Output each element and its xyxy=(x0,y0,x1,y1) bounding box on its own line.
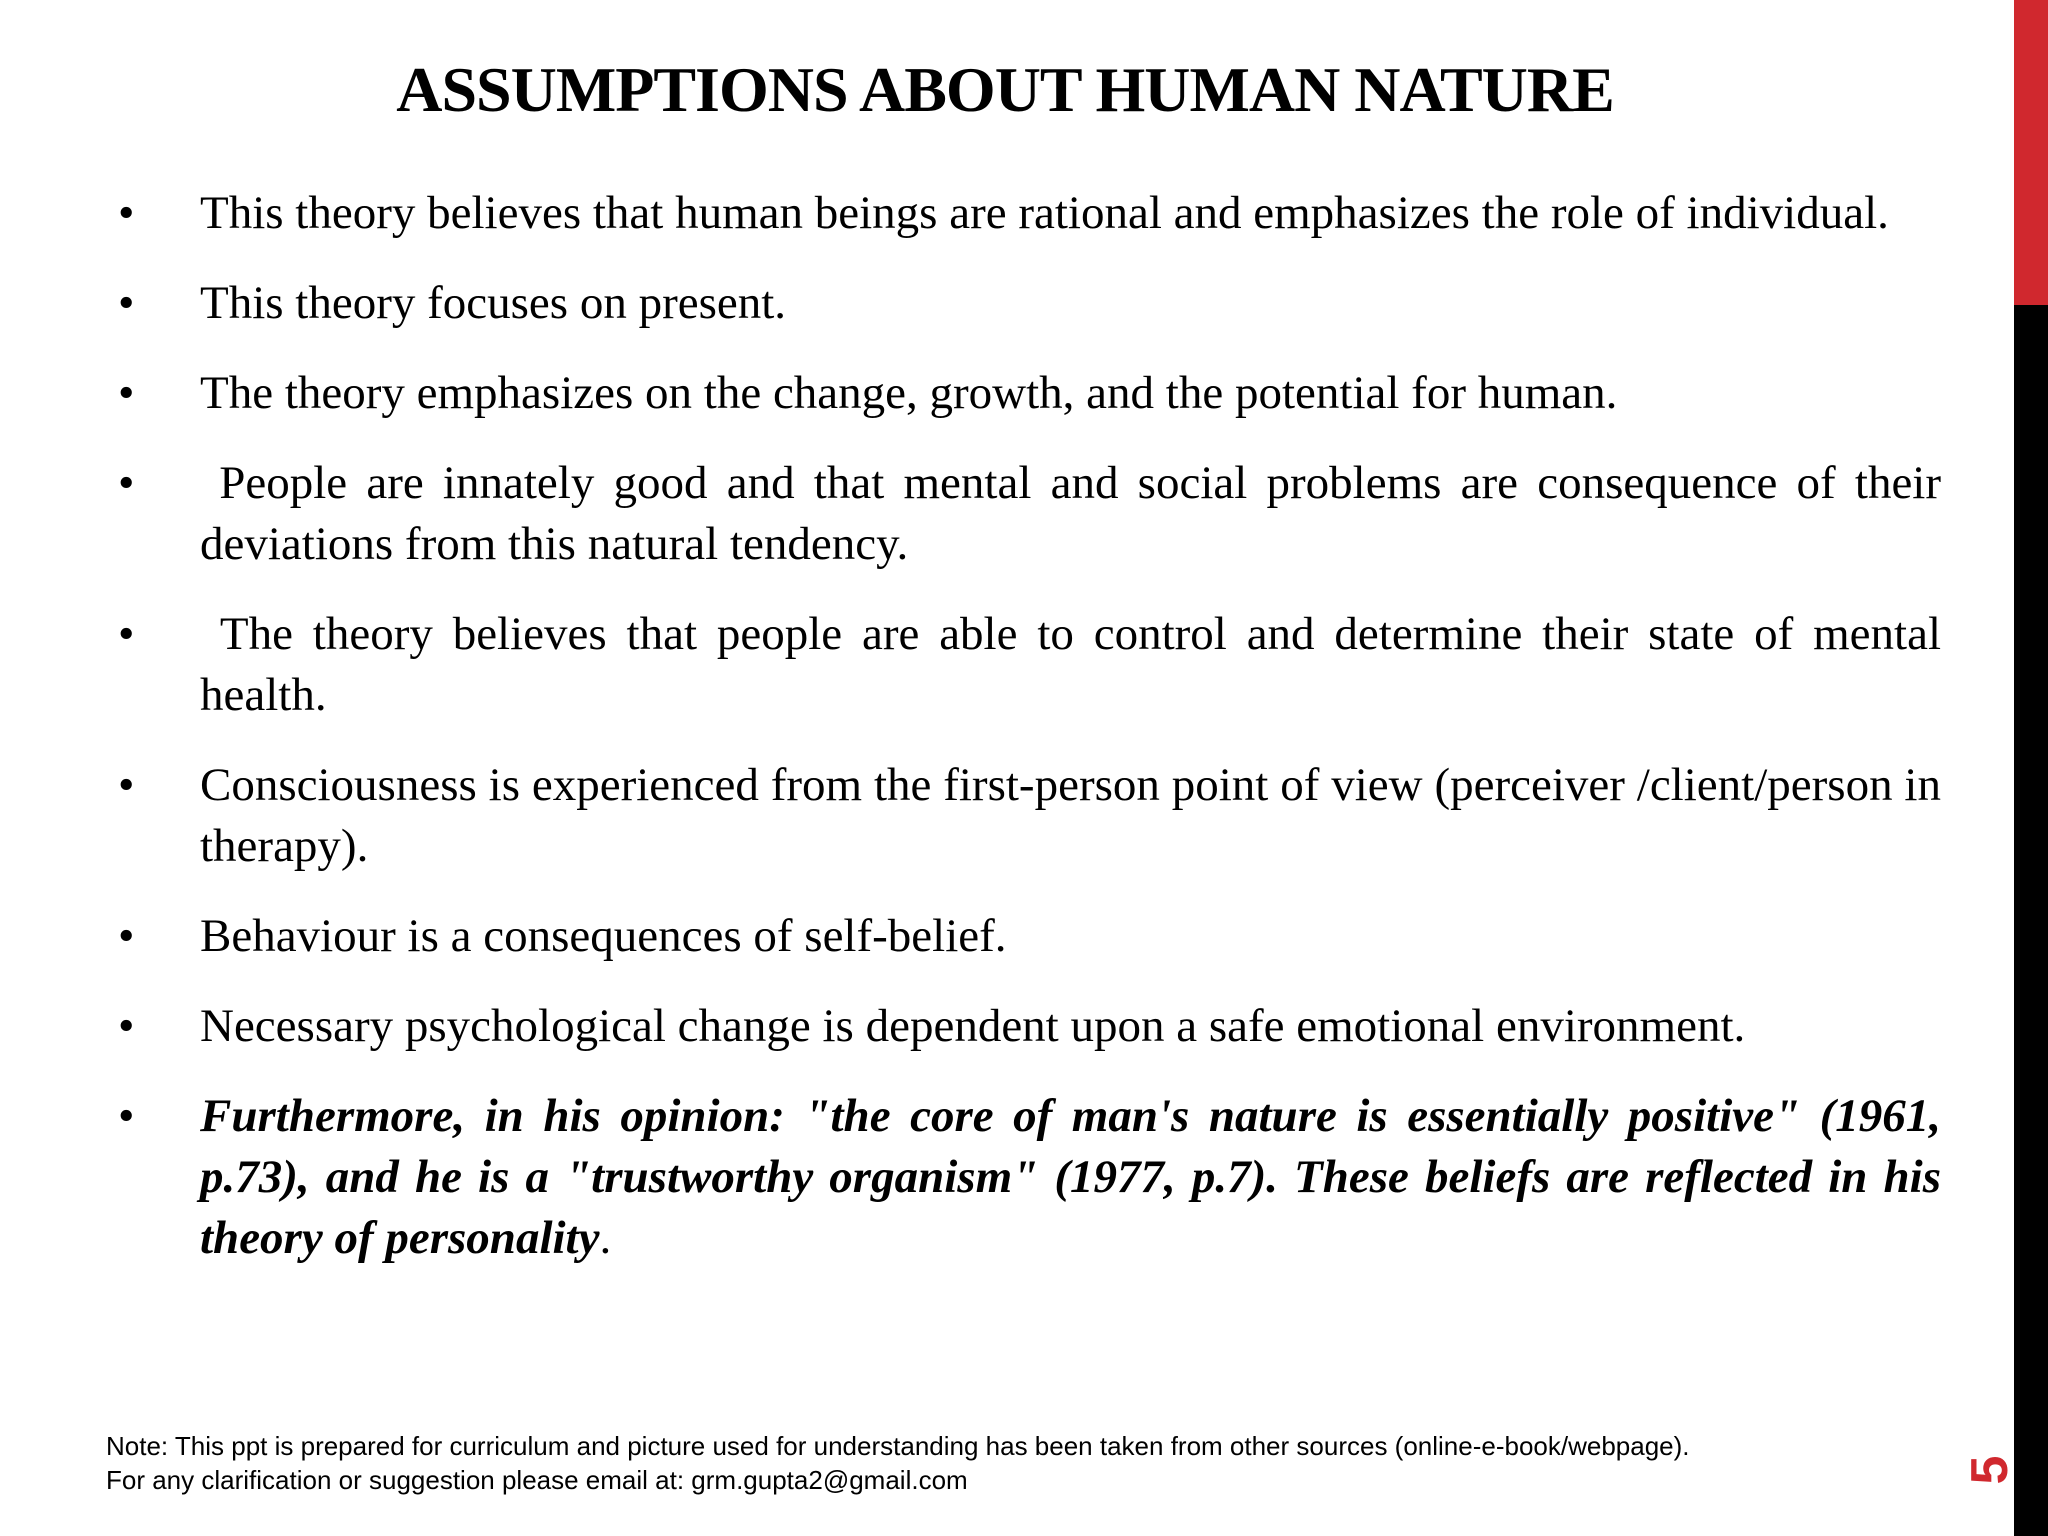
bullet-item xyxy=(118,453,1953,575)
footnote xyxy=(106,1429,1926,1497)
bullet-item xyxy=(118,363,1941,424)
bullet-icon: • xyxy=(118,277,135,329)
bullet-text: This theory believes that human beings are rational and emphasizes the role of individual. xyxy=(200,187,1889,239)
bullet-list xyxy=(118,183,1953,1298)
footnote-note: Note: This ppt is prepared for curriculum and picture used for understanding has been taken from other sources (online-e-book/webpage). xyxy=(106,1431,1690,1461)
bullet-text: People are innately good and that mental and social problems are consequence of their deviations from this natural tendency. xyxy=(200,457,1953,570)
bullet-icon: • xyxy=(118,1090,135,1142)
bullet-text: This theory focuses on present. xyxy=(200,277,787,329)
bullet-text: Consciousness is experienced from the first-person point of view (perceiver /client/person in therapy). xyxy=(200,759,1941,872)
bullet-item-emphasis xyxy=(118,1086,1941,1269)
bullet-item xyxy=(118,273,1941,334)
side-accent-bar-black xyxy=(2014,305,2048,1536)
footnote-contact: For any clarification or suggestion please email at: grm.gupta2@gmail.com xyxy=(106,1465,968,1495)
bullet-item xyxy=(118,604,1953,726)
bullet-icon: • xyxy=(118,457,135,509)
bullet-text-quote: Furthermore, in his opinion: "the core of man's nature is essentially positive" (1961, p.73), and he is a "trustworthy organism" (1977, p.7). These beliefs are reflected in his theory of personality xyxy=(200,1090,1941,1264)
bullet-text: Necessary psychological change is dependent upon a safe emotional environment. xyxy=(200,1000,1746,1052)
bullet-item xyxy=(118,996,1941,1057)
bullet-icon: • xyxy=(118,187,135,239)
bullet-icon: • xyxy=(118,1000,135,1052)
slide-title: ASSUMPTIONS ABOUT HUMAN NATURE xyxy=(396,54,1614,125)
bullet-item xyxy=(118,755,1941,877)
bullet-icon: • xyxy=(118,367,135,419)
bullet-text: The theory emphasizes on the change, growth, and the potential for human. xyxy=(200,367,1618,419)
bullet-text: Behaviour is a consequences of self-belief. xyxy=(200,910,1007,962)
bullet-item xyxy=(118,906,1941,967)
bullet-icon: • xyxy=(118,759,135,811)
bullet-icon: • xyxy=(118,910,135,962)
bullet-trailing-period: . xyxy=(599,1212,612,1264)
bullet-item xyxy=(118,183,1941,244)
side-accent-bar-red xyxy=(2014,0,2048,305)
page-number: 5 xyxy=(1961,1455,2019,1485)
bullet-icon: • xyxy=(118,608,135,660)
bullet-text: The theory believes that people are able to control and determine their state of mental health. xyxy=(200,608,1953,721)
